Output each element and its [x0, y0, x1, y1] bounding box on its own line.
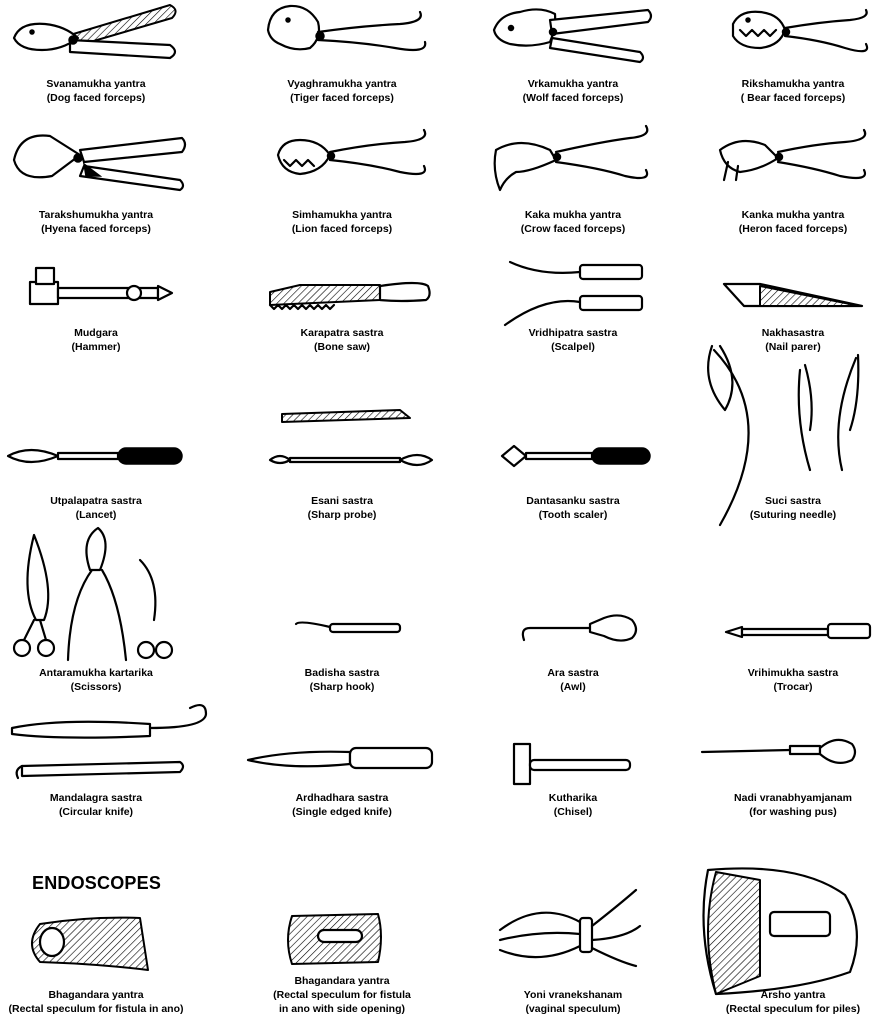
instrument-description: (Crow faced forceps)	[520, 223, 626, 235]
instrument-description: (vaginal speculum)	[525, 1003, 621, 1015]
caption-vridhipatra	[463, 326, 683, 354]
caption-vrihimukha	[683, 666, 877, 694]
single-edged-knife-drawing	[248, 748, 432, 768]
instrument-description: (Single edged knife)	[292, 806, 392, 818]
instrument-name: Vrkamukha yantra	[527, 78, 619, 90]
sharp-hook-drawing	[296, 623, 400, 632]
instrument-description: (Dog faced forceps)	[46, 92, 146, 104]
hyena-faced-forceps-drawing	[14, 136, 185, 191]
instrument-name: Vrihimukha sastra	[747, 667, 839, 679]
instrument-description: ( Bear faced forceps)	[740, 92, 846, 104]
caption-nadi	[683, 791, 877, 819]
wolf-faced-forceps-drawing	[494, 9, 651, 62]
instrument-name: Badisha sastra	[304, 667, 380, 679]
instrument-description: (Bone saw)	[313, 341, 370, 353]
instrument-description: (Lancet)	[75, 509, 117, 521]
instrument-name: Karapatra sastra	[300, 327, 384, 339]
instrument-description: (Suturing needle)	[749, 509, 837, 521]
heron-faced-forceps-drawing	[720, 130, 865, 180]
instrument-name: Dantasanku sastra	[526, 495, 620, 507]
instrument-name: Kanka mukha yantra	[741, 209, 845, 221]
pus-washer-drawing	[702, 740, 855, 763]
caption-mudgara	[0, 326, 206, 354]
instrument-description: (Rectal speculum for fistula	[273, 989, 411, 1001]
caption-antaramukha	[0, 666, 206, 694]
caption-kankamukha	[683, 208, 877, 236]
caption-kakamukha	[463, 208, 683, 236]
bone-saw-drawing	[270, 283, 430, 309]
chisel-drawing	[514, 744, 630, 784]
scissors-drawing	[14, 528, 172, 660]
instrument-description: (Hammer)	[71, 341, 121, 353]
caption-bhagandara1	[0, 988, 206, 1016]
instrument-name: Antaramukha kartarika	[39, 667, 153, 679]
instrument-name: Nadi vranabhyamjanam	[734, 792, 852, 804]
instrument-name: Kaka mukha yantra	[524, 209, 622, 221]
sharp-probe-drawing	[270, 410, 432, 465]
instrument-description: (Lion faced forceps)	[291, 223, 393, 235]
instrument-name: Rikshamukha yantra	[741, 78, 845, 90]
instrument-description: (Chisel)	[553, 806, 593, 818]
caption-simhamukha	[232, 208, 452, 236]
caption-vrkamukha	[463, 77, 683, 105]
instrument-description: (Scissors)	[70, 681, 122, 693]
vaginal-speculum-drawing	[500, 890, 640, 966]
caption-esani	[232, 494, 452, 522]
circular-knife-drawing	[12, 705, 206, 778]
nail-parer-drawing	[724, 284, 862, 306]
instrument-name: Nakhasastra	[761, 327, 825, 339]
instrument-name: Ara sastra	[547, 667, 599, 679]
instrument-name: Utpalapatra sastra	[50, 495, 142, 507]
scalpel-drawing	[505, 262, 642, 325]
instrument-description: (Awl)	[560, 681, 586, 693]
awl-drawing	[523, 615, 636, 640]
instrument-name: Yoni vranekshanam	[523, 989, 623, 1001]
caption-dantasanku	[463, 494, 683, 522]
instrument-description: (Tiger faced forceps)	[290, 92, 394, 104]
rectal-speculum-side-opening-drawing	[288, 914, 381, 964]
bear-faced-forceps-drawing	[733, 10, 867, 51]
caption-tarakshumukha	[0, 208, 206, 236]
caption-yoni	[463, 988, 683, 1016]
caption-vyaghramukha	[232, 77, 452, 105]
instrument-name: Vridhipatra sastra	[528, 327, 618, 339]
caption-rikshamukha	[683, 77, 877, 105]
instrument-description: (Scalpel)	[551, 341, 595, 353]
instrument-name: Arsho yantra	[760, 989, 826, 1001]
instrument-description: (Sharp probe)	[307, 509, 377, 521]
instrument-description: (Sharp hook)	[309, 681, 375, 693]
instrument-name: Vyaghramukha yantra	[287, 78, 397, 90]
crow-faced-forceps-drawing	[495, 126, 648, 190]
instrument-name: Bhagandara yantra	[48, 989, 144, 1001]
caption-svanamukha	[0, 77, 206, 105]
caption-badisha	[232, 666, 452, 694]
instrument-name: Kutharika	[548, 792, 598, 804]
instrument-description: (Tooth scaler)	[538, 509, 608, 521]
piles-speculum-drawing	[704, 868, 857, 994]
instrument-name: Mandalagra sastra	[49, 792, 143, 804]
instrument-name: Bhagandara yantra	[294, 975, 390, 987]
instrument-name: Ardhadhara sastra	[295, 792, 389, 804]
instrument-name: Svanamukha yantra	[46, 78, 146, 90]
rectal-speculum-fistula-drawing	[32, 918, 148, 970]
hammer-drawing	[30, 268, 172, 304]
tooth-scaler-drawing	[502, 446, 650, 466]
caption-suci	[683, 494, 877, 522]
lion-faced-forceps-drawing	[278, 130, 425, 174]
caption-nakhasastra	[683, 326, 877, 354]
instrument-description: (Wolf faced forceps)	[522, 92, 624, 104]
instrument-name: Suci sastra	[764, 495, 822, 507]
lancet-drawing	[8, 448, 182, 464]
caption-ara	[463, 666, 683, 694]
instrument-description: (Rectal speculum for fistula in ano)	[8, 1003, 184, 1015]
caption-mandalagra	[0, 791, 206, 819]
caption-kutharika	[463, 791, 683, 819]
instrument-name: Esani sastra	[311, 495, 373, 507]
trocar-drawing	[726, 624, 870, 638]
instrument-description: (Hyena faced forceps)	[41, 223, 151, 235]
instrument-description: (Circular knife)	[58, 806, 134, 818]
instrument-description: (Nail parer)	[765, 341, 821, 353]
caption-utpalapatra	[0, 494, 206, 522]
instrument-name: Mudgara	[74, 327, 118, 339]
caption-arsho	[683, 988, 877, 1016]
caption-bhagandara2	[232, 974, 452, 1016]
instrument-description: (Trocar)	[773, 681, 813, 693]
caption-ardhadhara	[232, 791, 452, 819]
instrument-name: Simhamukha yantra	[292, 209, 392, 221]
tiger-faced-forceps-drawing	[268, 6, 425, 50]
instrument-description: (for washing pus)	[749, 806, 837, 818]
instrument-name: Tarakshumukha yantra	[38, 209, 154, 221]
instrument-description: (Heron faced forceps)	[738, 223, 848, 235]
dog-faced-forceps-drawing	[14, 5, 176, 58]
caption-karapatra	[232, 326, 452, 354]
endoscopes-heading: ENDOSCOPES	[32, 873, 162, 893]
instrument-description-line2: in ano with side opening)	[279, 1003, 405, 1015]
instrument-description: (Rectal speculum for piles)	[725, 1003, 861, 1015]
